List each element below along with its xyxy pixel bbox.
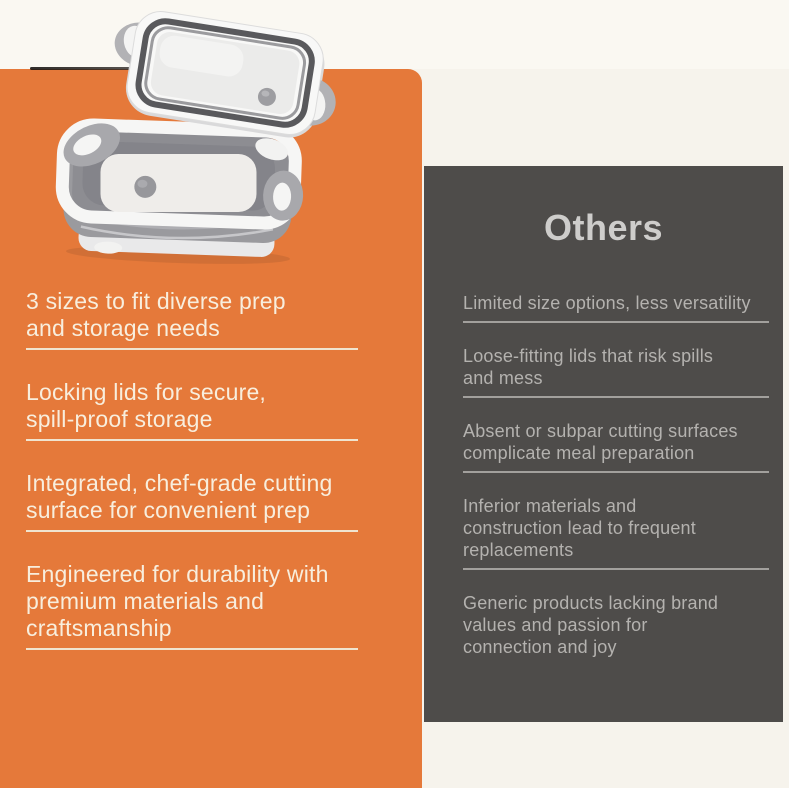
drawback-text-line: connection and joy xyxy=(463,637,617,657)
drawback-text-line: complicate meal preparation xyxy=(463,443,695,463)
drawback-text-line: Loose-fitting lids that risk spills xyxy=(463,346,714,366)
drawback-item-materials xyxy=(463,495,769,570)
benefit-text-line: Integrated, chef-grade cutting xyxy=(26,470,333,496)
drawback-list xyxy=(463,292,769,687)
drawback-text-line: values and passion for xyxy=(463,615,648,635)
drawback-text-line: Absent or subpar cutting surfaces xyxy=(463,421,738,441)
collapsible-basin xyxy=(52,113,305,264)
product-photo xyxy=(50,2,340,264)
benefit-text-line: spill-proof storage xyxy=(26,406,213,432)
benefit-text-line: Locking lids for secure, xyxy=(26,379,267,405)
collapsible-cutting-board-image xyxy=(50,2,340,264)
drawback-text-line: replacements xyxy=(463,540,574,560)
drawback-item-cutting-surface xyxy=(463,420,769,473)
benefit-list xyxy=(26,288,358,679)
benefit-item-sizes xyxy=(26,288,358,350)
drawback-text-line: Generic products lacking brand xyxy=(463,593,719,613)
benefit-text-line: premium materials and xyxy=(26,588,265,614)
drawback-item-generic xyxy=(463,592,769,665)
benefit-item-lids xyxy=(26,379,358,441)
others-title: Others xyxy=(543,207,664,248)
benefit-item-durability xyxy=(26,561,358,650)
benefit-text-line: Engineered for durability with xyxy=(26,561,329,587)
drawback-text-line: Inferior materials and xyxy=(463,496,637,516)
drawback-item-lids xyxy=(463,345,769,398)
drawback-text-line: and mess xyxy=(463,368,543,388)
benefit-item-cutting-surface xyxy=(26,470,358,532)
benefit-text-line: 3 sizes to fit diverse prep xyxy=(26,288,286,314)
benefit-text-line: surface for convenient prep xyxy=(26,497,311,523)
benefit-text-line: and storage needs xyxy=(26,315,220,341)
drawback-text-line: construction lead to frequent xyxy=(463,518,696,538)
benefit-text-line: craftsmanship xyxy=(26,615,172,641)
drawback-text-line: Limited size options, less versatility xyxy=(463,293,751,313)
drawback-item-size xyxy=(463,292,769,323)
